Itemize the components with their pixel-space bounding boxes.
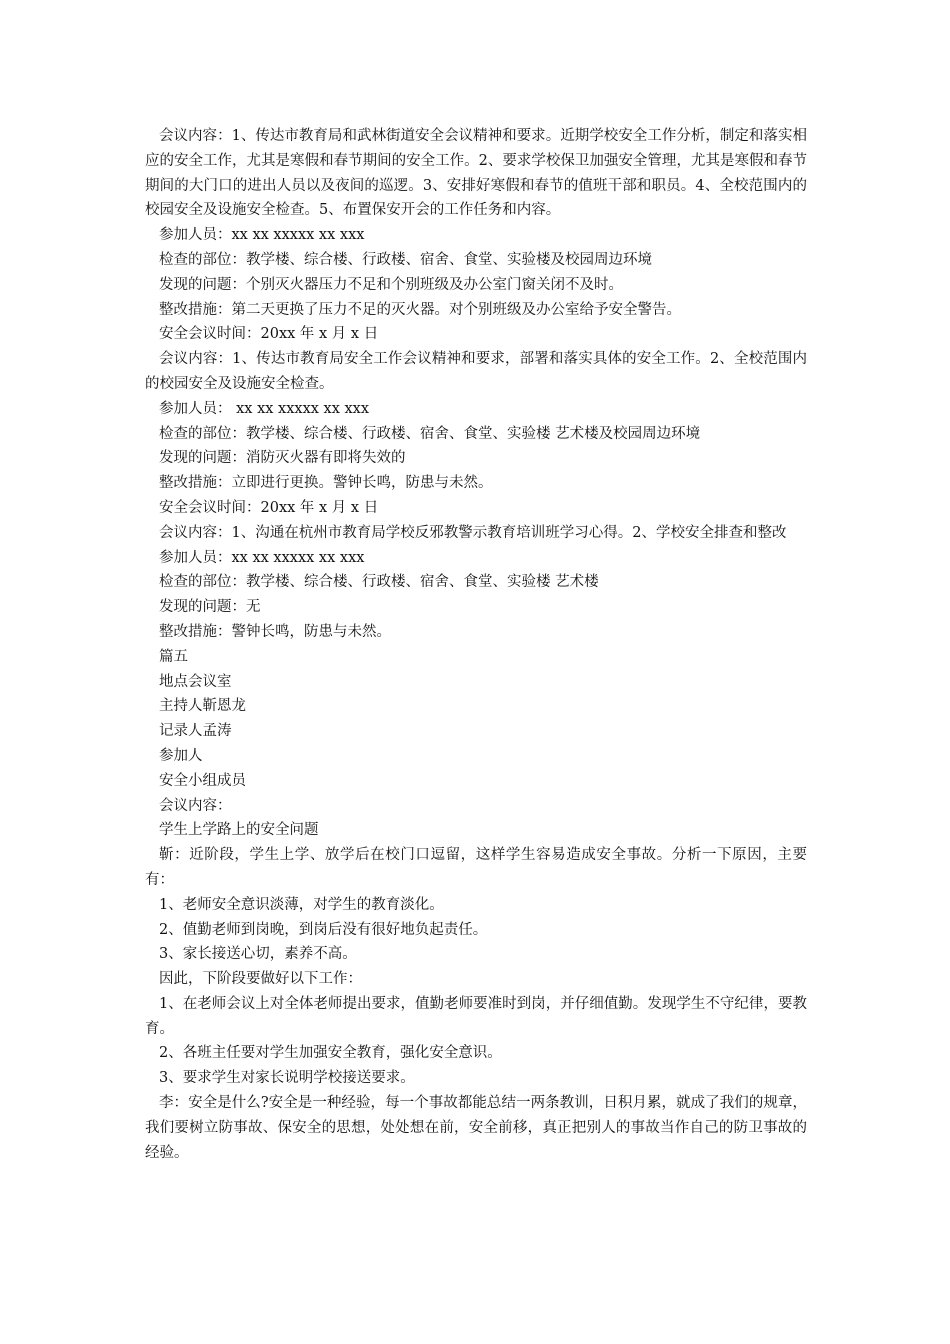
paragraph: 整改措施：立即进行更换。警钟长鸣，防患与未然。 bbox=[159, 475, 493, 492]
paragraph: 会议内容：1、传达市教育局和武林街道安全会议精神和要求。近期学校安全工作分析，制定和落实相应的安全工作，尤其是寒假和春节期间的安全工作。2、要求学校保卫加强安全管理，尤其是寒假和春节期间的大门口的进出人员以及夜间的巡逻。3、安排好寒假和春节的值班干部和职员。4、全校范围内的校园安全及设施安全检查。5、布置保安开会的工作任务和内容。 bbox=[145, 128, 807, 219]
paragraph: 会议内容：1、沟通在杭州市教育局学校反邪教警示教育培训班学习心得。2、学校安全排查和整改 bbox=[159, 524, 787, 541]
document-body bbox=[145, 124, 807, 1165]
paragraph: 发现的问题：消防灭火器有即将失效的 bbox=[159, 450, 406, 467]
paragraph: 参加人员：xx xx xxxxx xx xxx bbox=[159, 549, 365, 566]
paragraph: 检查的部位：教学楼、综合楼、行政楼、宿舍、食堂、实验楼及校园周边环境 bbox=[159, 251, 652, 268]
paragraph: 参加人 bbox=[159, 747, 203, 764]
paragraph: 发现的问题：个别灭火器压力不足和个别班级及办公室门窗关闭不及时。 bbox=[159, 276, 623, 293]
paragraph: 发现的问题：无 bbox=[159, 599, 261, 616]
paragraph: 李：安全是什么?安全是一种经验，每一个事故都能总结一两条教训，日积月累，就成了我们的规章，我们要树立防事故、保安全的思想，处处想在前，安全前移，真正把别人的事故当作自己的防卫事故的经验。 bbox=[145, 1095, 807, 1161]
list-item: 1、老师安全意识淡薄，对学生的教育淡化。 bbox=[159, 896, 444, 913]
list-item: 2、值勤老师到岗晚，到岗后没有很好地负起责任。 bbox=[159, 921, 488, 938]
paragraph: 地点会议室 bbox=[159, 673, 232, 690]
paragraph: 整改措施：第二天更换了压力不足的灭火器。对个别班级及办公室给予安全警告。 bbox=[159, 301, 681, 318]
paragraph: 靳：近阶段，学生上学、放学后在校门口逗留，这样学生容易造成安全事故。分析一下原因，主要有： bbox=[145, 847, 807, 888]
list-item: 3、要求学生对家长说明学校接送要求。 bbox=[159, 1070, 415, 1087]
paragraph: 会议内容：1、传达市教育局安全工作会议精神和要求，部署和落实具体的安全工作。2、全校范围内的校园安全及设施安全检查。 bbox=[145, 351, 807, 392]
paragraph: 记录人孟涛 bbox=[159, 723, 232, 740]
list-item: 2、各班主任要对学生加强安全教育，强化安全意识。 bbox=[159, 1045, 502, 1062]
paragraph: 检查的部位：教学楼、综合楼、行政楼、宿舍、食堂、实验楼 艺术楼 bbox=[159, 574, 599, 591]
list-item: 1、在老师会议上对全体老师提出要求，值勤老师要准时到岗，并仔细值勤。发现学生不守纪律，要教育。 bbox=[145, 995, 807, 1037]
list-item: 3、家长接送心切，素养不高。 bbox=[159, 946, 357, 963]
paragraph: 安全会议时间：20xx 年 x 月 x 日 bbox=[159, 499, 379, 516]
paragraph: 检查的部位：教学楼、综合楼、行政楼、宿舍、食堂、实验楼 艺术楼及校园周边环境 bbox=[159, 425, 701, 442]
paragraph: 安全小组成员 bbox=[159, 772, 246, 789]
paragraph: 因此，下阶段要做好以下工作： bbox=[159, 971, 362, 988]
paragraph: 会议内容： bbox=[159, 797, 232, 814]
paragraph: 整改措施：警钟长鸣，防患与未然。 bbox=[159, 623, 391, 640]
paragraph: 主持人靳恩龙 bbox=[159, 698, 246, 715]
paragraph: 安全会议时间：20xx 年 x 月 x 日 bbox=[159, 326, 379, 343]
paragraph: 参加人员： xx xx xxxxx xx xxx bbox=[159, 400, 370, 417]
paragraph: 学生上学路上的安全问题 bbox=[159, 822, 319, 839]
paragraph: 参加人员：xx xx xxxxx xx xxx bbox=[159, 227, 365, 244]
section-heading: 篇五 bbox=[159, 648, 188, 665]
